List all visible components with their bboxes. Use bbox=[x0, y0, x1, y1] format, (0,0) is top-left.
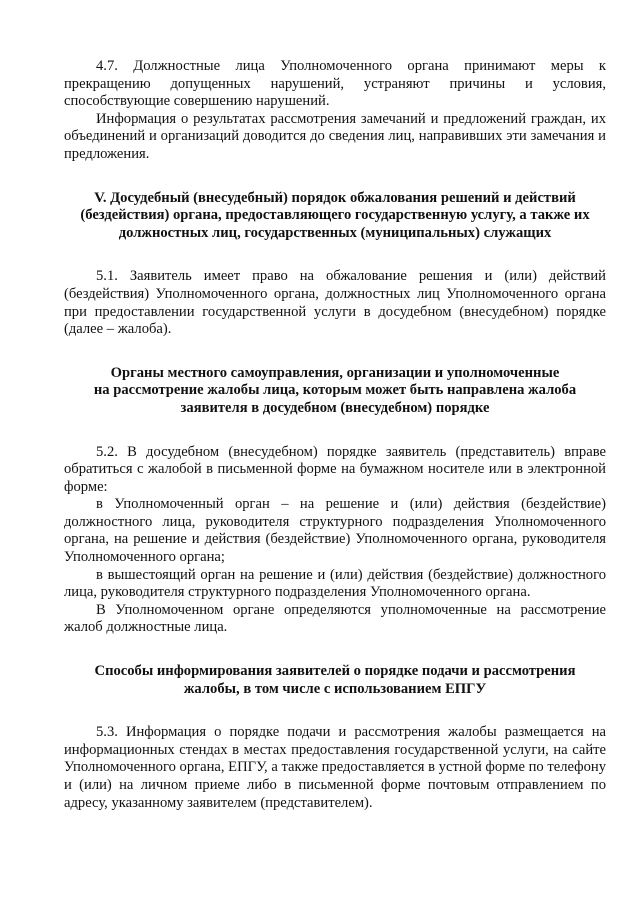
section-v-heading-line-3: должностных лиц, государственных (муниципальных) служащих bbox=[118, 224, 552, 241]
paragraph-4-7: 4.7. Должностные лица Уполномоченного органа принимают меры к прекращению допущенных нарушений, устраняют причины и условия, способствующие совершению нарушений. bbox=[64, 58, 606, 110]
methods-heading bbox=[64, 663, 606, 698]
paragraph-4-7-info: Информация о результатах рассмотрения замечаний и предложений граждан, их объединений и организаций доводится до сведения лиц, направивших эти замечания и предложения. bbox=[64, 110, 606, 162]
section-v-heading-line-1: V. Досудебный (внесудебный) порядок обжалования решений и действий bbox=[94, 189, 576, 206]
methods-heading-line-2: жалобы, в том числе с использованием ЕПГУ bbox=[183, 680, 487, 697]
paragraph-5-3: 5.3. Информация о порядке подачи и рассмотрения жалобы размещается на информационных стендах в местах предоставления государственной услуги, на сайте Уполномоченного органа, ЕПГУ, а также предоставляется в устной форме по телефону и (или) на личном приеме либо в письменной форме почтовым отправлением по адресу, указанному заявителем (представителем). bbox=[64, 724, 606, 811]
bodies-heading-line-1: Органы местного самоуправления, организации и уполномоченные bbox=[110, 364, 560, 381]
bodies-heading-line-3: заявителя в досудебном (внесудебном) порядке bbox=[180, 399, 490, 416]
paragraph-5-1: 5.1. Заявитель имеет право на обжалование решения и (или) действий (бездействия) Уполномоченного органа, должностных лиц Уполномоченного органа при предоставлении государственной услуги в досудебном (внесудебном) порядке (далее – жалоба). bbox=[64, 268, 606, 338]
bodies-heading-line-2: на рассмотрение жалобы лица, которым может быть направлена жалоба bbox=[93, 382, 577, 399]
paragraph-5-2-officials: В Уполномоченном органе определяются уполномоченные на рассмотрение жалоб должностные лица. bbox=[64, 601, 606, 636]
bodies-heading bbox=[64, 365, 606, 418]
paragraph-5-2-authorized-body: в Уполномоченный орган – на решение и (или) действия (бездействие) должностного лица, руководителя структурного подразделения Уполномоченного органа, на решение и действия (бездействие) Уполномоченного органа, руководителя Уполномоченного органа; bbox=[64, 496, 606, 566]
section-v-heading-line-2: (бездействия) органа, предоставляющего государственную услугу, а также их bbox=[80, 207, 590, 224]
paragraph-5-2: 5.2. В досудебном (внесудебном) порядке заявитель (представитель) вправе обратиться с жалобой в письменной форме на бумажном носителе или в электронной форме: bbox=[64, 443, 606, 495]
section-v-heading bbox=[64, 190, 606, 243]
methods-heading-line-1: Способы информирования заявителей о порядке подачи и рассмотрения bbox=[94, 663, 576, 680]
paragraph-5-2-higher-body: в вышестоящий орган на решение и (или) действия (бездействие) должностного лица, руководителя структурного подразделения Уполномоченного органа. bbox=[64, 566, 606, 601]
